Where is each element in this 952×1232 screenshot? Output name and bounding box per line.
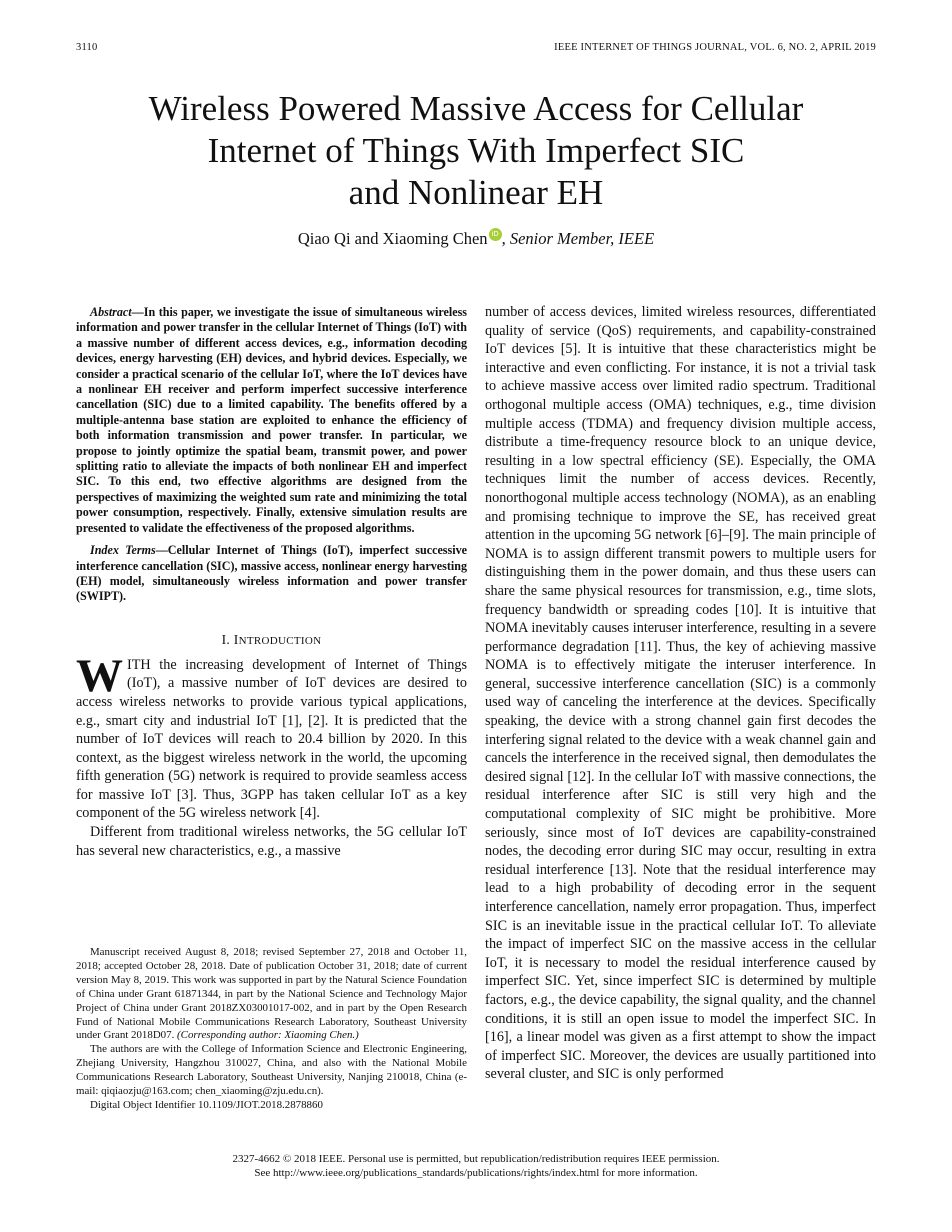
drop-cap: W [76,649,123,702]
page-number: 3110 [76,42,98,53]
title-line: Internet of Things With Imperfect SIC [207,131,745,170]
right-column [485,303,876,1084]
section-heading [76,632,467,648]
abstract [76,305,467,536]
right-column-paragraph: number of access devices, limited wireless resources, differentiated quality of service (QoS) requirements, and capability-constrained IoT devices [5]. It is intuitive that these characteristics might be interactive and even conflicting. For instance, it is not a trivial task to achieve massive access over limited radio spectrum. Traditional orthogonal multiple access (OMA) techniques, e.g., time division multiple access (TDMA) and frequency division multiple access, distribute a time-frequency resource block to an unique device, resulting in a low spectral efficiency (SE). Especially, the OMA techniques limit the number of access devices. Recently, nonorthogonal multiple access technology (NOMA), as an enabling and promising technique to improve the SE, has received great attention in the upcoming 5G network [6]–[9]. The main principle of NOMA is to assign different transmit powers to multiple users for distinguishing them in the power domain, and thus these users can share the same physical resources for transmission, e.g., time slots, frequency bandwidth or spreading codes [10]. It is intuitive that NOMA inevitably causes interuser interference, resulting in a severe performance degradation [11]. Thus, the key of achieving massive NOMA is to effectively mitigate the interuser interference. In general, successive interference cancellation (SIC) is a commonly used way of canceling the interference at the devices. Specifically speaking, the device with a strong channel gain first decodes the interfering signal related to the device with a weak channel gain and cancels the interference in the received signal, then demodulates the desired signal [12]. In the cellular IoT with massive connections, the residual interference after SIC is still very high and the computational complexity of SIC might be prohibitive. More seriously, since most of IoT devices are capability-constrained nodes, the decoding error during SIC may occur, resulting in extra residual interference [13]. Note that the residual interference may lead to a high probability of decoding error in the sequent interference cancellation, namely error propagation. Thus, imperfect SIC is an inevitable issue in the practical cellular IoT. To alleviate the impact of imperfect SIC on the massive access in the cellular IoT, it is necessary to model the residual interference caused by imperfect SIC. Yet, since imperfect SIC is determined by multiple factors, e.g., the device capability, the signal quality, and the channel conditions, it is still an open issue to model the imperfect SIC. In [16], a linear model was given as a first attempt to show the impact of imperfect SIC. Moreover, the devices are usually partitioned into several cluster, and SIC is only performed [485,304,876,1083]
copyright-footer [60,1152,892,1180]
orcid-icon[interactable]: iD [489,228,502,241]
section-initial: I [233,631,239,647]
footnote-affiliation: The authors are with the College of Information Science and Electronic Engineering, Zhejiang University, Hangzhou 310027, China, and also with the National Mobile Communications Research Laboratory, Southeast University, Nanjing 210018, China (e-mail: qiqiaozju@163.com; chen_xiaoming@zju.edu.cn). [76,1043,467,1098]
footnote-manuscript [76,946,467,1043]
footnote [76,946,467,1113]
title-line: Wireless Powered Massive Access for Cellular [148,89,804,128]
intro-paragraph-2: Different from traditional wireless networks, the 5G cellular IoT has several new characteristics, e.g., a massive [76,824,467,859]
section-title-rest: NTRODUCTION [238,634,322,647]
permissions-link[interactable]: See http://www.ieee.org/publications_standards/publications/rights/index.html for more information. [254,1167,698,1179]
copyright-line: 2327-4662 © 2018 IEEE. Personal use is permitted, but republication/redistribution requires IEEE permission. [232,1153,720,1165]
index-terms-label: Index Terms [90,543,156,558]
author-names: Qiao Qi and Xiaoming Chen [297,229,488,248]
author-role: Senior Member, IEEE [509,229,655,248]
author-separator: , [501,229,510,248]
left-column [76,305,467,860]
intro-paragraph-text: ITH the increasing development of Internet of Things (IoT), a massive number of IoT devices are desired to access wireless networks to provide various typical applications, e.g., smart city and industrial IoT [1], [2]. It is predicted that the number of IoT devices will reach to 20.4 billion by 2020. In this context, as the biggest wireless network in the world, the upcoming fifth generation (5G) network is required to provide seamless access for massive IoT [3]. Thus, 3GPP has taken cellular IoT as a key component of the 5G wireless network [4]. [76,656,467,822]
abstract-label: Abstract [90,305,132,319]
abstract-text: —In this paper, we investigate the issue of simultaneous wireless information and power transfer in the cellular Internet of Things (IoT) with a massive number of different access devices, e.g., information decoding devices, energy harvesting (EH) devices, and hybrid devices. Especially, we consider a practical scenario of the cellular IoT, where the IoT devices have a nonlinear EH receiver and perform imperfect successive interference cancellation (SIC) due to a limited capability. The benefits offered by a multiple-antenna base station are exploited to enhance the efficiency of both information transmission and power transfer. In particular, we propose to jointly optimize the spatial beam, transmit power, and power splitting ratio to alleviate the impacts of both nonlinear EH and imperfect SIC. To this end, two effective algorithms are designed from the perspectives of maximizing the weighted sum rate and minimizing the total power consumption, respectively. Finally, extensive simulation results are presented to validate the effectiveness of the proposed algorithms. [76,305,467,535]
index-terms-text: —Cellular Internet of Things (IoT), imperfect successive interference cancellation (SIC), massive access, nonlinear energy harvesting (EH) model, simultaneously wireless information and power transfer (SWIPT). [76,543,467,604]
index-terms [76,543,467,605]
section-numeral: I. [221,631,234,647]
paper-title [60,88,892,214]
journal-header: IEEE INTERNET OF THINGS JOURNAL, VOL. 6, NO. 2, APRIL 2019 [554,42,876,53]
intro-paragraph [76,649,467,823]
corresponding-author: (Corresponding author: Xiaoming Chen.) [177,1029,359,1042]
footnote-doi: Digital Object Identifier 10.1109/JIOT.2018.2878860 [90,1098,323,1111]
author-line [60,228,892,249]
footnote-manuscript-text: Manuscript received August 8, 2018; revised September 27, 2018 and October 11, 2018; accepted October 28, 2018. Date of publication October 31, 2018; date of current version May 8, 2019. This work was supported in part by the Natural Science Foundation of China under Grant 61871344, in part by the National Science and Technology Major Project of China under Grant 2018ZX03001017-002, and in part by the Open Research Fund of National Mobile Communications Research Laboratory, Southeast University under Grant 2018D07. [76,946,467,1042]
title-line: and Nonlinear EH [348,173,604,212]
